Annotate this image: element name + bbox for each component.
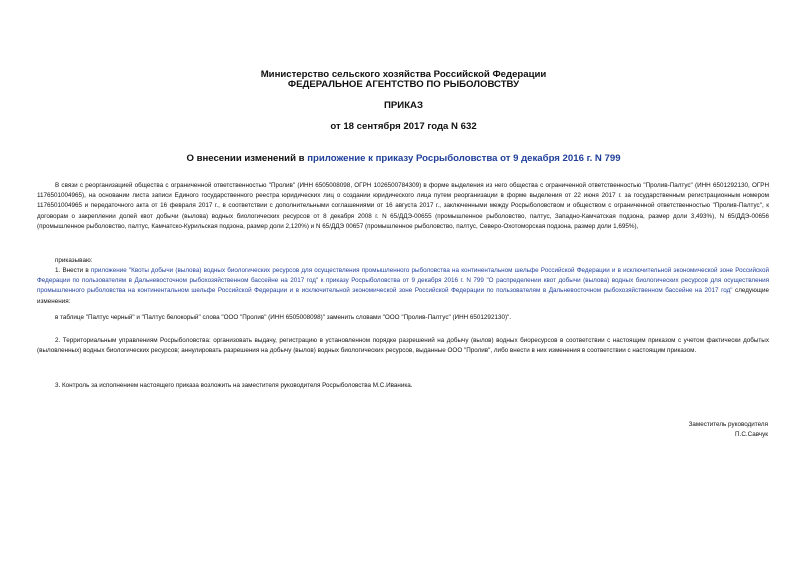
item-1-suffix: следующие изменения: [37, 287, 769, 305]
order-word: приказываю: [55, 257, 93, 264]
item-1-link[interactable]: приложение "Квоты добычи (вылова) водных биологических ресурсов для осуществления промышленного рыболовства на континентальном шельфе Российской Федерации и в исключительной экономической зоне Российской Федерации по пользователям в Дальневосточном рыбохозяйственном бассейне на 2017 год" к приказу Росрыболовства от 9 декабря 2016 г. N 799 "О распределении квот добычи (вылова) водных биологических ресурсов для осуществления промышленного рыболовства на континентальном шельфе Российской Федерации и в исключительной экономической зоне Российской Федерации по пользователям в Дальневосточном рыбохозяйственном бассейне на 2017 год" [37, 267, 769, 295]
item-1-change-paragraph [37, 313, 769, 323]
signature-position: Заместитель руководителя [688, 421, 768, 428]
item-3-text: 3. Контроль за исполнением настоящего приказа возложить на заместителя руководителя Росрыболовства М.С.Иваника. [55, 382, 413, 389]
document-title [0, 153, 807, 164]
order-type-heading: ПРИКАЗ [384, 100, 423, 111]
signature-name: П.С.Савчук [735, 431, 768, 438]
title-link[interactable]: приложение к приказу Росрыболовства от 9 декабря 2016 г. N 799 [307, 153, 621, 164]
order-date-number: от 18 сентября 2017 года N 632 [330, 121, 477, 132]
item-2-paragraph [37, 336, 769, 356]
item-2-text: 2. Территориальным управлениям Росрыболовства: организовать выдачу, регистрацию в установленном порядке разрешений на добычу (вылов) водных биоресурсов в соответствии с настоящим приказом с учетом фактически добытых (выловленных) водных биологических ресурсов; аннулировать разрешения на добычу (вылов) водных биологических ресурсов, выданные ООО "Пролив", либо внести в них изменения в соответствии с настоящим приказом. [37, 337, 769, 355]
intro-paragraph [37, 181, 769, 232]
item-1-change: в таблице "Палтус черный" и "Палтус белокорый" слова "ООО "Пролив" (ИНН 6505008098)" заменить словами "ООО "Пролив-Палтус" (ИНН 6501292130)". [55, 314, 512, 321]
item-3-paragraph [37, 381, 769, 391]
intro-text: В связи с реорганизацией общества с ограниченной ответственностью "Пролив" (ИНН 6505008098, ОГРН 1026500784309) в форме выделения из него общества с ограниченной ответственностью "Пролив-Палтус" (ИНН 6501292130, ОГРН 1176501004965), на основании листа записи Единого государственного реестра юридических лиц о создании юридического лица путем реорганизации в форме выделения от 22 июня 2017 г. за государственным регистрационным номером 1176501004965 и передаточного акта от 16 февраля 2017 г., в соответствии с дополнительными соглашениями от 16 августа 2017 г., заключенными между Росрыболовством и обществом с ограниченной ответственностью "Пролив-Палтус", к договорам о закреплении долей квот добычи (вылова) водных биологических ресурсов от 8 декабря 2008 г. N 65/ДДЭ-00655 (промышленное рыболовство, палтус, Западно-Камчатская подзона, размер доли 3,493%), N 65/ДДЭ-00656 (промышленное рыболовство, палтус, Камчатско-Курильская подзона, размер доли 2,120%) и N 65/ДДЭ 00657 (промышленное рыболовство, палтус, Северо-Охотоморская подзона, размер доли 1,695%), [37, 182, 769, 230]
ministry-heading: Министерство сельского хозяйства Российской Федерации [260, 69, 547, 80]
order-word-paragraph [37, 256, 769, 266]
item-1-paragraph [37, 266, 769, 307]
item-1-prefix: 1. Внести в [55, 267, 91, 274]
agency-heading: ФЕДЕРАЛЬНОЕ АГЕНТСТВО ПО РЫБОЛОВСТВУ [287, 79, 520, 90]
title-prefix: О внесении изменений в [186, 153, 308, 164]
